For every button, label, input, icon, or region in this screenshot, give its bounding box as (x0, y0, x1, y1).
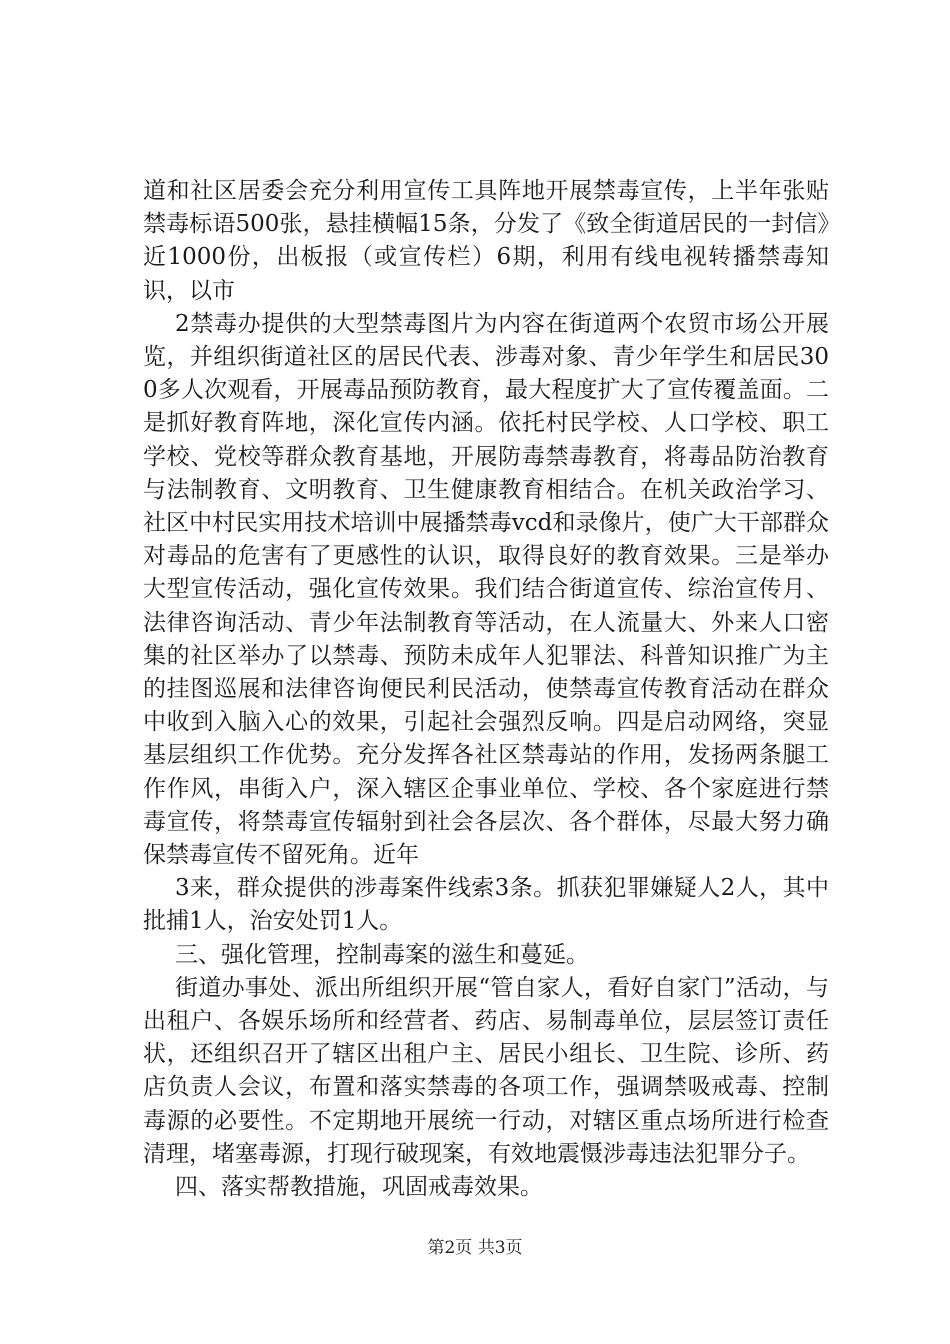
paragraph: 3来，群众提供的涉毒案件线索3条。抓获犯罪嫌疑人2人，其中批捕1人，治安处罚1人。 (143, 875, 829, 935)
page-number-footer: 第2页 共3页 (427, 1238, 523, 1258)
document-body (143, 175, 829, 1204)
section-heading: 三、强化管理，控制毒案的滋生和蔓延。 (175, 941, 589, 968)
paragraph: 街道办事处、派出所组织开展“管自家人，看好自家门”活动，与出租户、各娱乐场所和经营者、药店、易制毒单位，层层签订责任状，还组织召开了辖区出租户主、居民小组长、卫生院、诊所、药店负责人会议，布置和落实禁毒的各项工作，强调禁吸戒毒、控制毒源的必要性。不定期地开展统一行动，对辖区重点场所进行检查清理，堵塞毒源，打现行破现案，有效地震慑涉毒违法犯罪分子。 (143, 974, 829, 1167)
section-heading: 四、落实帮教措施，巩固戒毒效果。 (175, 1174, 543, 1201)
paragraph: 道和社区居委会充分利用宣传工具阵地开展禁毒宣传，上半年张贴禁毒标语500张，悬挂横幅15条，分发了《致全街道居民的一封信》近1000份，出板报（或宣传栏）6期，利用有线电视转播禁毒知识，以市 (143, 178, 829, 304)
paragraph: 2禁毒办提供的大型禁毒图片为内容在街道两个农贸市场公开展览，并组织街道社区的居民代表、涉毒对象、青少年学生和居民300多人次观看，开展毒品预防教育，最大程度扩大了宣传覆盖面。二是抓好教育阵地，深化宣传内涵。依托村民学校、人口学校、职工学校、党校等群众教育基地，开展防毒禁毒教育，将毒品防治教育与法制教育、文明教育、卫生健康教育相结合。在机关政治学习、社区中村民实用技术培训中展播禁毒vcd和录像片，使广大干部群众对毒品的危害有了更感性的认识，取得良好的教育效果。三是举办大型宣传活动，强化宣传效果。我们结合街道宣传、综治宣传月、法律咨询活动、青少年法制教育等活动，在人流量大、外来人口密集的社区举办了以禁毒、预防未成年人犯罪法、科普知识推广为主的挂图巡展和法律咨询便民利民活动，使禁毒宣传教育活动在群众中收到入脑入心的效果，引起社会强烈反响。四是启动网络，突显基层组织工作优势。充分发挥各社区禁毒站的作用，发扬两条腿工作作风，串街入户，深入辖区企事业单位、学校、各个家庭进行禁毒宣传，将禁毒宣传辐射到社会各层次、各个群体，尽最大努力确保禁毒宣传不留死角。近年 (143, 310, 829, 869)
